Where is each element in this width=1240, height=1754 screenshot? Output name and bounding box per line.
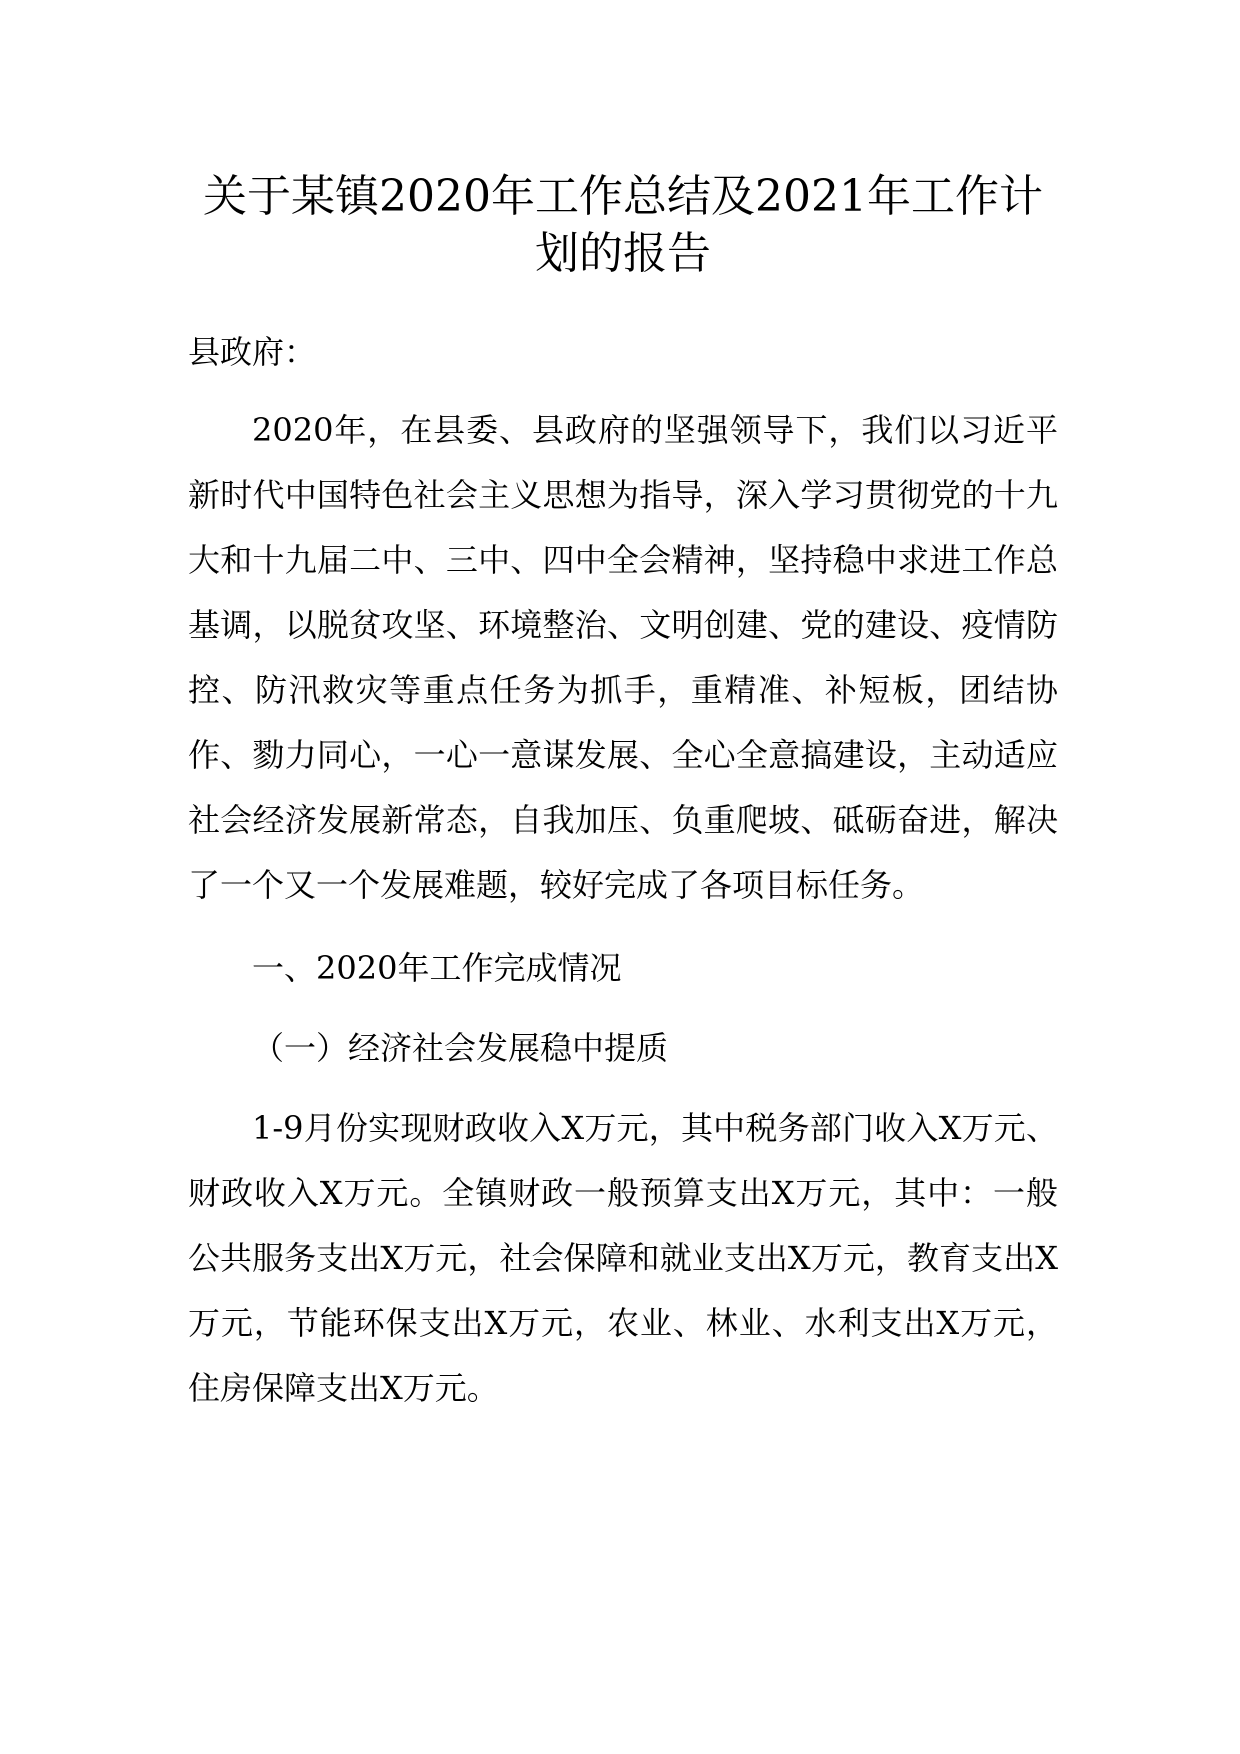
section-heading: 一、2020年工作完成情况 <box>252 949 622 987</box>
title-line-2: 划的报告 <box>535 228 711 279</box>
salutation: 县政府： <box>188 333 317 371</box>
subsection-heading: （一）经济社会发展稳中提质 <box>252 1029 669 1067</box>
intro-paragraph: 2020年，在县委、县政府的坚强领导下，我们以习近平新时代中国特色社会主义思想为指导，深入学习贯彻党的十九大和十九届二中、三中、四中全会精神，坚持稳中求进工作总基调，以脱贫攻坚、环境整治、文明创建、党的建设、疫情防控、防汛救灾等重点任务为抓手，重精准、补短板，团结协作、勠力同心，一心一意谋发展、全心全意搞建设，主动适应社会经济发展新常态，自我加压、负重爬坡、砥砺奋进，解决了一个又一个发展难题，较好完成了各项目标任务。 <box>188 411 1058 904</box>
document-title <box>188 168 1058 282</box>
title-line-1: 关于某镇2020年工作总结及2021年工作计 <box>203 171 1043 222</box>
finance-paragraph: 1-9月份实现财政收入X万元，其中税务部门收入X万元、财政收入X万元。全镇财政一般预算支出X万元，其中：一般公共服务支出X万元，社会保障和就业支出X万元，教育支出X万元，节能环保支出X万元，农业、林业、水利支出X万元，住房保障支出X万元。 <box>188 1109 1058 1407</box>
document-body <box>188 168 1058 1421</box>
